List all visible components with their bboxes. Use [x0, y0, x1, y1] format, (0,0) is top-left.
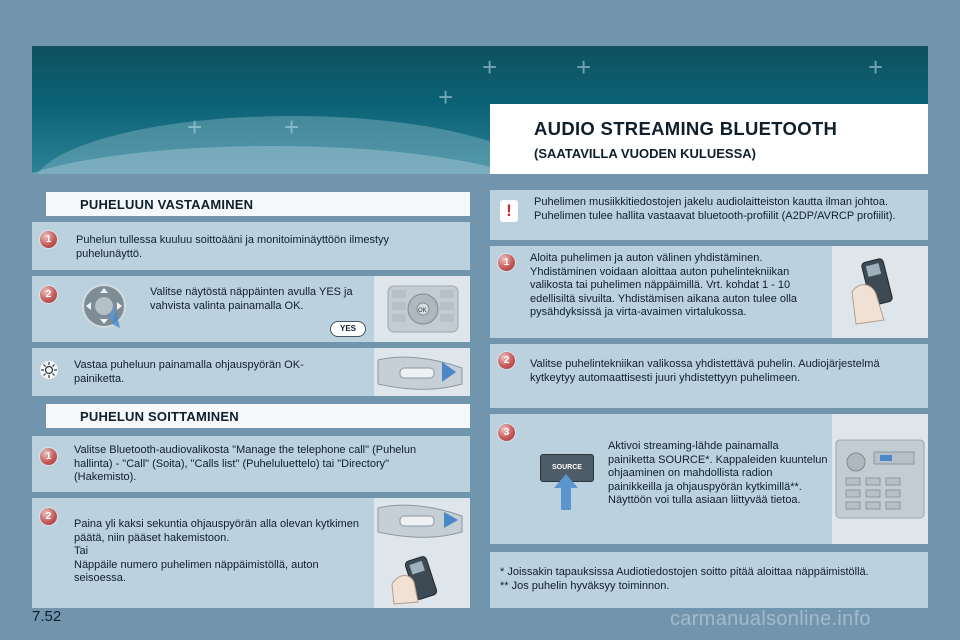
radio-front-illustration [832, 414, 928, 544]
navigation-pad-icon [82, 282, 130, 334]
answer-tip-text: Vastaa puheluun painamalla ohjauspyörän OK- painiketta. [74, 359, 304, 385]
stream-step-3 [490, 414, 928, 544]
step-badge: 2 [40, 508, 57, 525]
footnote-box [490, 552, 928, 608]
ok-key-label: OK [418, 308, 427, 314]
answer-tip [32, 348, 470, 396]
step-badge: 2 [498, 352, 515, 369]
radio-control-photo [374, 276, 470, 342]
plus-decor-icon: + [576, 52, 592, 82]
stream-step-1 [490, 246, 928, 338]
step-badge: 1 [498, 254, 515, 271]
answer-heading-text: PUHELUUN VASTAAMINEN [80, 197, 254, 212]
steering-switch-illustration [374, 348, 470, 396]
step-badge: 3 [498, 424, 515, 441]
stream-step-3-text: Aktivoi streaming-lähde painamalla painiketta SOURCE*. Kappaleiden kuuntelun ohjaaminen on mahdollista radion painikkeilla ja ohjauspyörän kytkimillä**. Näyttöön voi tulla asiaan liittyvää tietoa. [608, 440, 828, 506]
notice-text: Puhelimen musiikkitiedostojen jakelu audiolaitteiston kautta ilman johtoa. Puhelimen tulee hallita vastaavat bluetooth-profiilit (A2DP/AVRCP profiilit). [534, 196, 896, 222]
plus-decor-icon: + [868, 52, 884, 82]
call-step-1-text: Valitse Bluetooth-audiovalikosta "Manage the telephone call" (Puhelun hallinta) - "Call" (Soita), "Calls list" (Puheluluettelo) tai "Directory" (Hakemisto). [74, 444, 417, 483]
page-subtitle: (SAATAVILLA VUODEN KULUESSA) [534, 146, 756, 161]
steering-switch-photo [374, 348, 470, 396]
page-number: 7.52 [32, 608, 62, 625]
plus-decor-icon: + [284, 112, 300, 142]
call-step-2-line2: Tai [74, 545, 89, 557]
call-step-2-text [74, 518, 364, 586]
plus-decor-icon: + [482, 52, 498, 82]
stream-step-2 [490, 344, 928, 408]
notice-box [490, 190, 928, 240]
call-heading [46, 404, 470, 428]
source-key-icon: SOURCE [540, 454, 594, 482]
step-badge: 2 [40, 286, 57, 303]
step-badge: 1 [40, 231, 57, 248]
call-step-2-line1: Paina yli kaksi sekuntia ohjauspyörän alla olevan kytkimen päätä, niin pääset hakemistoon. [74, 518, 359, 544]
answer-step-1-text: Puhelun tullessa kuuluu soittoääni ja monitoiminäyttöön ilmestyy puhelunäyttö. [76, 234, 390, 260]
call-heading-text: PUHELUN SOITTAMINEN [80, 409, 239, 424]
phone-hand-illustration [832, 246, 928, 338]
phone-pairing-photo [832, 246, 928, 338]
answer-heading [46, 192, 470, 216]
page-title: AUDIO STREAMING BLUETOOTH [534, 118, 838, 139]
footnote-line-2: ** Jos puhelin hyväksyy toiminnon. [500, 580, 670, 592]
stream-step-2-text: Valitse puhelintekniikan valikossa yhdistettävä puhelin. Audiojärjestelmä kytkeytyy automaattisesti juuri yhdistettyyn puhelimeen. [530, 358, 880, 384]
footnote-line-1: * Joissakin tapauksissa Audiotiedostojen soitto pitää aloittaa näppäimistöllä. [500, 566, 869, 578]
radio-panel-illustration [374, 276, 470, 342]
call-step-2-line3: Näppäile numero puhelimen näppäimistöllä, auton seisoessa. [74, 558, 319, 584]
step-badge: 1 [40, 448, 57, 465]
yes-key-icon: YES [330, 321, 366, 337]
stream-step-1-text: Aloita puhelimen ja auton välinen yhdistäminen. Yhdistäminen voidaan aloittaa auton puhelintekniikan valikosta tai puhelimen näppäimillä. Vrt. kohdat 1 - 10 edellisiltä sivuilta. Yhdistämisen aikana auton tulee olla pysähdyksissä ja virta-avaimen virtalukossa. [530, 252, 798, 318]
switch-and-phone-photo [374, 498, 470, 608]
answer-step-1 [32, 222, 470, 270]
watermark: carmanualsonline.info [670, 608, 871, 630]
title-box [490, 104, 928, 174]
switch-phone-illustration [374, 498, 470, 608]
radio-front-photo [832, 414, 928, 544]
plus-decor-icon: + [187, 112, 203, 142]
warning-icon: ! [500, 200, 518, 222]
press-arrow-icon [554, 474, 578, 510]
plus-decor-icon: + [438, 82, 454, 112]
answer-step-2-text: Valitse näytöstä näppäinten avulla YES ja vahvista valinta painamalla OK. [150, 286, 353, 312]
tip-sun-icon [39, 360, 59, 380]
call-step-1 [32, 436, 470, 492]
answer-step-2 [32, 276, 470, 342]
call-step-2 [32, 498, 470, 608]
